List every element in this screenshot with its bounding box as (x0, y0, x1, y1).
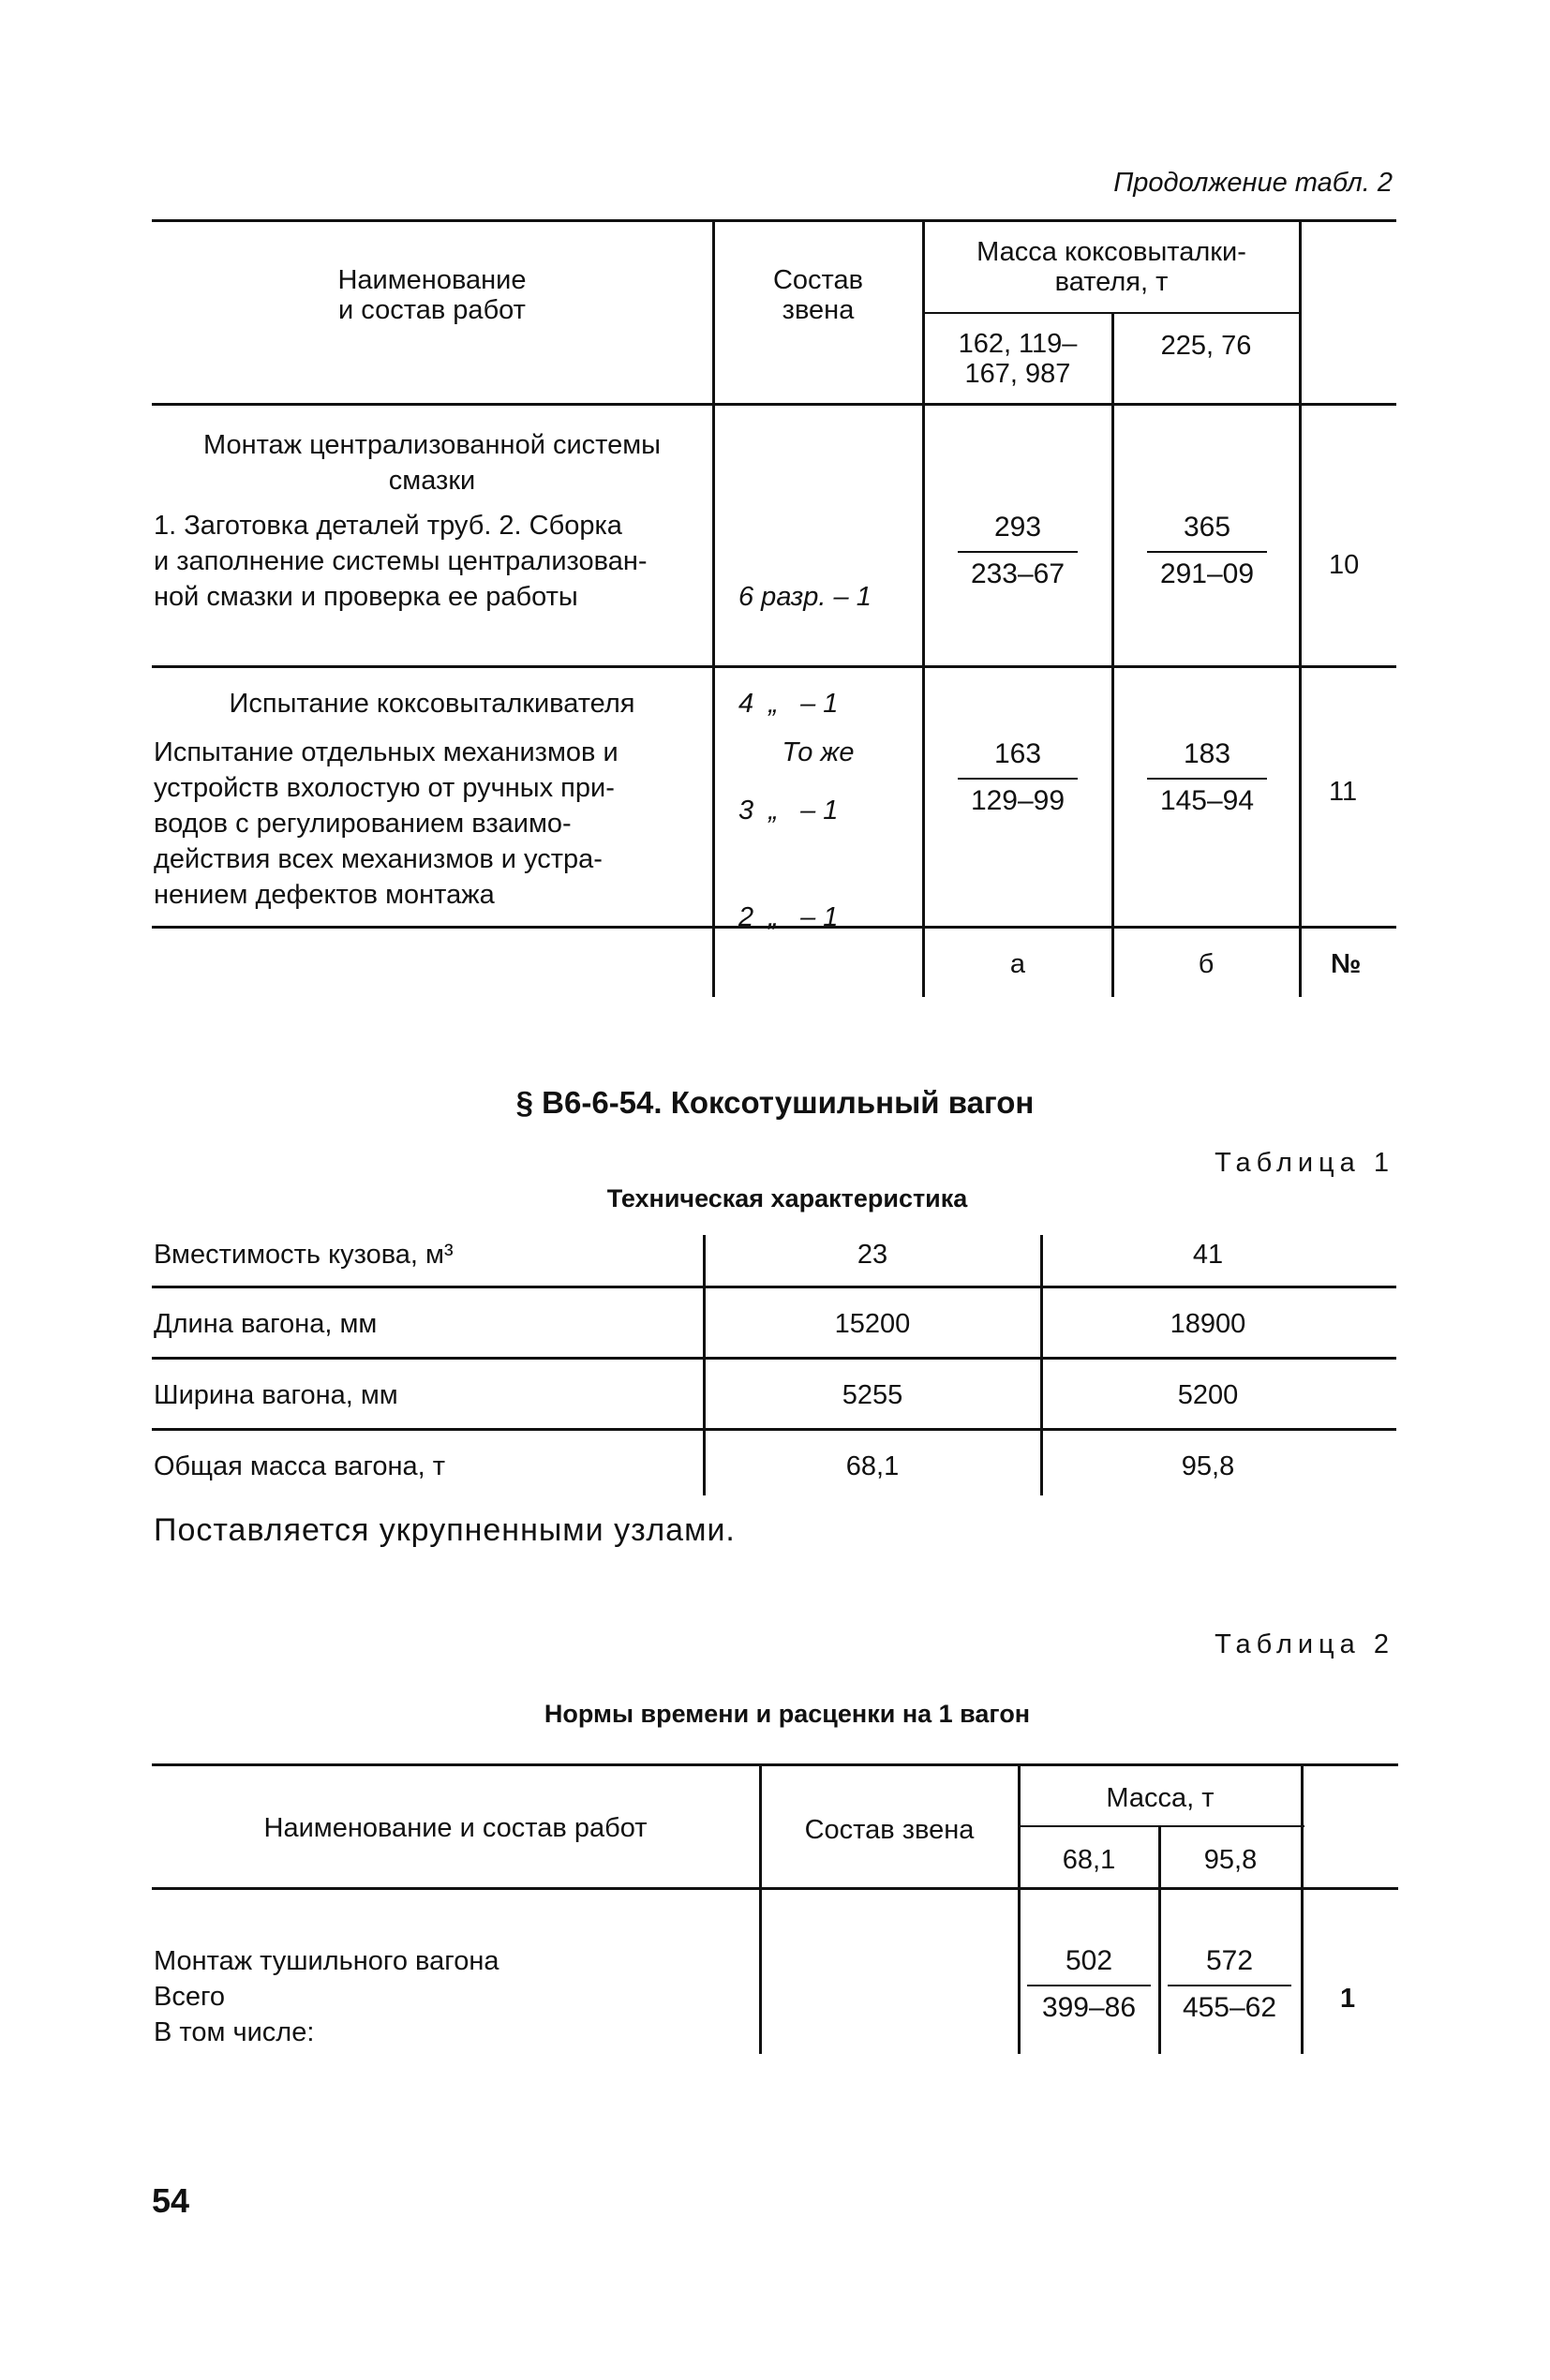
section-title-lubrication: Монтаж централизованной системы смазки (202, 430, 662, 496)
row-10-text: 1. Заготовка деталей труб. 2. Сборка и заполнение системы централизован- ной смазки и проверка ее работы (154, 511, 648, 612)
section-heading: § В6-6-54. Коксотушильный вагон (515, 1085, 1035, 1120)
t1-row-mass-v2: 95,8 (1181, 1451, 1235, 1481)
t2-top-rule (152, 1763, 1398, 1766)
footer-col-a: а (1009, 949, 1026, 979)
table-2-label: Таблица 2 (1215, 1629, 1394, 1659)
t1-row-width-v2: 5200 (1177, 1380, 1239, 1410)
table-1-label: Таблица 1 (1215, 1148, 1394, 1178)
t2-header-mass: Масса, т (1106, 1783, 1215, 1813)
header-mass-b: 225, 76 (1160, 331, 1252, 361)
t2-col-divider-no (1301, 1763, 1304, 2054)
t2-header-name: Наименование и состав работ (263, 1813, 648, 1843)
t1-row-width-name: Ширина вагона, мм (154, 1380, 398, 1410)
col-divider-crew (712, 219, 715, 997)
footer-col-no: № (1331, 949, 1362, 979)
row-10-number: 10 (1329, 550, 1360, 580)
t2-header-mass-b: 95,8 (1203, 1845, 1258, 1875)
footer-col-b: б (1198, 949, 1215, 979)
col-divider-no (1299, 219, 1302, 997)
t2-row-1-text: Монтаж тушильного вагона Всего В том числе: (154, 1946, 499, 2047)
t2-row-1-value-b: 572 455–62 (1168, 1943, 1291, 2026)
t1-row-capacity-v2: 41 (1192, 1240, 1224, 1270)
row-10-value-b: 365 291–09 (1147, 510, 1267, 592)
page-number: 54 (152, 2181, 190, 2220)
table-top-rule (152, 219, 1396, 222)
t1-row-rule-2 (152, 1357, 1396, 1360)
t1-row-length-v2: 18900 (1170, 1309, 1246, 1339)
header-mass: Масса коксовыталки- вателя, т (976, 237, 1246, 297)
header-bottom-rule (152, 403, 1396, 406)
row-10-crew: 6 разр. – 1 4 „ – 1 3 „ – 1 2 „ – 1 (738, 582, 872, 932)
row-10-value-a: 293 233–67 (958, 510, 1078, 592)
t1-row-capacity-name: Вместимость кузова, м³ (154, 1240, 454, 1270)
t2-header-mass-a: 68,1 (1062, 1845, 1116, 1875)
table-1-title: Техническая характеристика (606, 1184, 968, 1212)
t2-row-1-value-a: 502 399–86 (1027, 1943, 1151, 2026)
header-mass-a: 162, 119– 167, 987 (958, 329, 1078, 389)
header-crew: Состав звена (772, 265, 864, 325)
t2-header-bottom-rule (152, 1887, 1398, 1890)
row-11-number: 11 (1329, 777, 1358, 807)
t2-header-crew: Состав звена (804, 1815, 975, 1845)
header-name: Наименование и состав работ (337, 265, 527, 325)
t1-row-rule-3 (152, 1428, 1396, 1431)
row-11-crew: То же (782, 737, 855, 767)
table-2-title: Нормы времени и расценки на 1 вагон (544, 1700, 1031, 1728)
col-divider-mass-b (1111, 312, 1114, 997)
row-11-text: Испытание отдельных механизмов и устройств вхолостую от ручных при- водов с регулированием взаимо- действия всех механизмов и устра- нением дефектов монтажа (154, 737, 619, 910)
t1-row-length-name: Длина вагона, мм (154, 1309, 378, 1339)
t1-row-length-v1: 15200 (834, 1309, 911, 1339)
row-11-value-a: 163 129–99 (958, 736, 1078, 819)
row-11-value-b: 183 145–94 (1147, 736, 1267, 819)
continuation-caption: Продолжение табл. 2 (1113, 168, 1393, 198)
t1-row-width-v1: 5255 (842, 1380, 903, 1410)
t1-row-capacity-v1: 23 (857, 1240, 888, 1270)
section-title-testing: Испытание коксовыталкивателя (229, 689, 635, 719)
t1-row-mass-name: Общая масса вагона, т (154, 1451, 445, 1481)
t2-col-divider-crew (759, 1763, 762, 2054)
t1-row-rule-1 (152, 1286, 1396, 1288)
supply-note: Поставляется укрупненными узлами. (154, 1512, 736, 1548)
t2-row-1-number: 1 (1340, 1984, 1356, 2014)
t1-row-mass-v1: 68,1 (845, 1451, 900, 1481)
t2-mass-divider (1020, 1825, 1304, 1827)
